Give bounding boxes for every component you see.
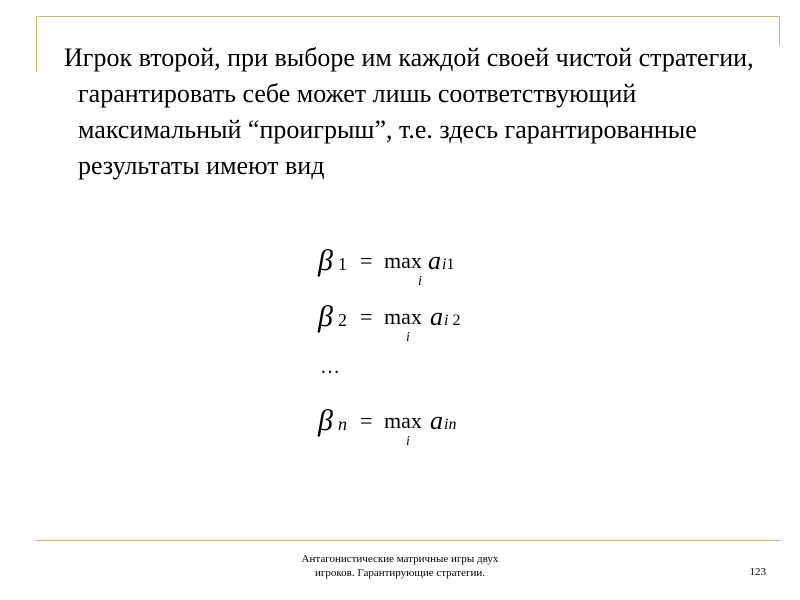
max-subscript: i: [406, 330, 410, 345]
max-subscript: i: [406, 434, 410, 449]
a-symbol: a: [430, 406, 443, 435]
max-operator: max: [384, 408, 422, 433]
formula-row-1: [318, 240, 518, 289]
a-subscript: [444, 312, 460, 330]
a-subscript-i: i: [442, 256, 447, 273]
ellipsis: …: [320, 356, 340, 378]
a-symbol: a: [428, 246, 441, 275]
footer-line-2: игроков. Гарантирующие стратегии.: [314, 567, 486, 579]
a-subscript-j: 2: [452, 312, 461, 329]
frame-line-bottom: [36, 540, 780, 541]
frame-line-right: [779, 16, 780, 46]
formula-row-2: [318, 296, 518, 345]
formula-row-n: [318, 400, 518, 449]
beta-symbol: β: [318, 300, 333, 333]
beta-subscript: 1: [338, 254, 347, 274]
main-paragraph: Игрок второй, при выборе им каждой своей чистой стратегии, гарантировать себе может лишь соответствующий максимальный “проигрыш”, т.е. здесь гарантированные результаты имеют вид: [64, 43, 754, 180]
formula-block: [318, 240, 518, 450]
beta-symbol: β: [318, 404, 333, 437]
equals-sign: =: [360, 248, 373, 273]
beta-subscript: n: [338, 414, 347, 434]
a-subscript-j: n: [448, 416, 457, 433]
slide-body: [48, 40, 768, 184]
a-subscript-i: i: [444, 312, 449, 329]
beta-subscript: 2: [338, 310, 347, 330]
equals-sign: =: [360, 304, 373, 329]
beta-symbol: β: [318, 244, 333, 277]
equals-sign: =: [360, 408, 373, 433]
a-subscript-i: i: [444, 416, 449, 433]
a-subscript: [442, 256, 454, 274]
footer-caption: [270, 552, 530, 580]
a-subscript: [444, 416, 456, 434]
frame-line-top: [36, 16, 780, 17]
page-number: 123: [749, 566, 766, 578]
a-subscript-j: 1: [446, 256, 455, 273]
footer-line-1: Антагонистические матричные игры двух: [301, 553, 499, 565]
max-subscript: i: [418, 274, 422, 289]
max-operator: max: [384, 304, 422, 329]
max-operator: max: [384, 248, 422, 273]
frame-line-left: [36, 16, 37, 72]
a-symbol: a: [430, 302, 443, 331]
